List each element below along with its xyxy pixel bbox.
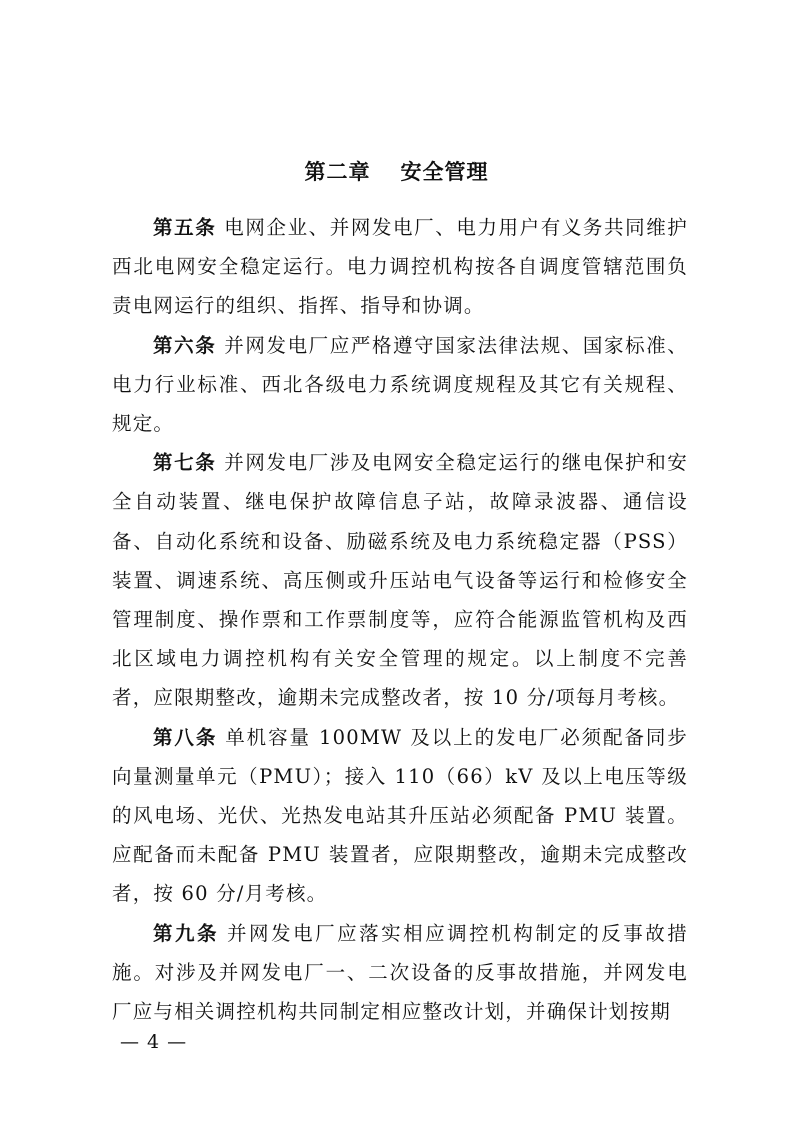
article-label: 第七条	[153, 451, 217, 475]
article-9	[112, 914, 688, 1032]
chapter-body	[112, 208, 688, 1031]
article-5	[112, 208, 688, 326]
article-8	[112, 718, 688, 914]
chapter-title	[0, 156, 793, 188]
article-text: 并网发电厂应落实相应调控机构制定的反事故措施。对涉及并网发电厂一、二次设备的反事故措施，并网发电厂应与相关调控机构共同制定相应整改计划，并确保计划按期	[112, 921, 688, 1024]
article-7	[112, 443, 688, 717]
article-text: 并网发电厂涉及电网安全稳定运行的继电保护和安全自动装置、继电保护故障信息子站，故障录波器、通信设备、自动化系统和设备、励磁系统及电力系统稳定器（PSS）装置、调速系统、高压侧或升压站电气设备等运行和检修安全管理制度、操作票和工作票制度等，应符合能源监管机构及西北区域电力调控机构有关安全管理的规定。以上制度不完善者，应限期整改，逾期未完成整改者，按 10 分/项每月考核。	[112, 451, 688, 710]
chapter-name: 安全管理	[400, 159, 489, 185]
page-number: — 4 —	[120, 1031, 188, 1053]
article-6	[112, 326, 688, 444]
article-label: 第九条	[153, 921, 220, 945]
article-text: 单机容量 100MW 及以上的发电厂必须配备同步向量测量单元（PMU）；接入 110（66）kV 及以上电压等级的风电场、光伏、光热发电站其升压站必须配备 PMU 装置。应配备而未配备 PMU 装置者，应限期整改，逾期未完成整改者，按 60 分/月考核。	[112, 725, 688, 906]
article-label: 第八条	[153, 725, 218, 749]
article-label: 第五条	[153, 216, 217, 239]
article-text: 并网发电厂应严格遵守国家法律法规、国家标准、电力行业标准、西北各级电力系统调度规程及其它有关规程、规定。	[112, 333, 688, 436]
chapter-number: 第二章	[304, 159, 371, 185]
article-label: 第六条	[153, 333, 217, 357]
article-text: 电网企业、并网发电厂、电力用户有义务共同维护西北电网安全稳定运行。电力调控机构按各自调度管辖范围负责电网运行的组织、指挥、指导和协调。	[112, 216, 688, 318]
